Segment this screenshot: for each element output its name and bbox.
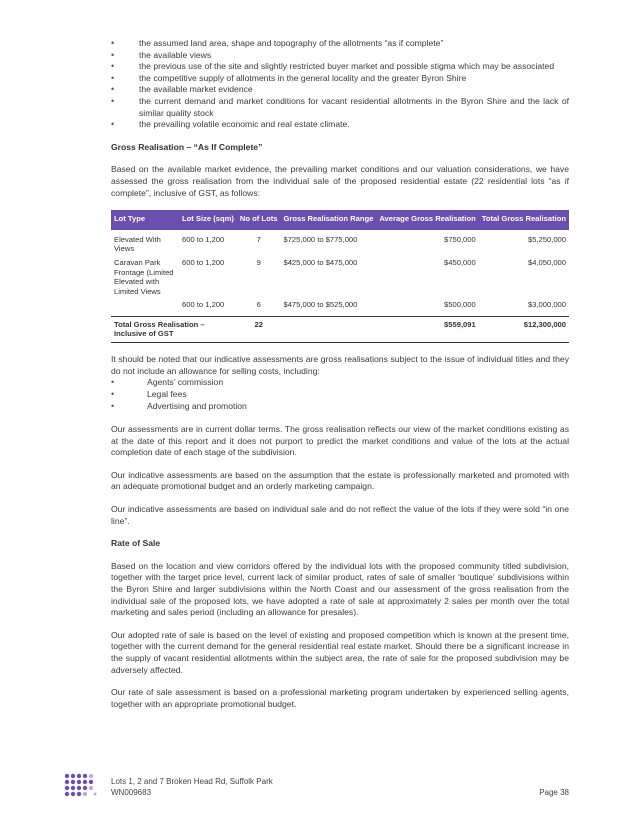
table-cell: [111, 298, 179, 312]
document-body: [111, 38, 569, 710]
table-cell: $750,000: [376, 229, 478, 256]
column-header: Gross Realisation Range: [280, 210, 376, 229]
list-item: • the previous use of the site and slightly restricted buyer market and possible stigma which may be associated: [111, 61, 569, 73]
cost-bullet-list: [111, 377, 569, 413]
list-item: • Advertising and promotion: [111, 401, 569, 413]
table-total-row: [111, 316, 569, 342]
column-header: Total Gross Realisation: [479, 210, 569, 229]
table-cell: 600 to 1,200: [182, 257, 225, 267]
paragraph: Our indicative assessments are based on individual sale and do not reflect the value of the lots if they were sold “in one line”.: [111, 504, 569, 526]
section-heading-gross-realisation: Gross Realisation – “As If Complete”: [111, 141, 263, 152]
company-logo-icon: [64, 772, 98, 800]
gross-realisation-paragraph: Based on the available market evidence, the prevailing market conditions and our valuation considerations, we have assessed the gross realisation from the individual sale of the proposed residential estate (22 residential lots “as if complete”, inclusive of GST, as follows:: [111, 164, 569, 198]
paragraph: Our assessments are in current dollar terms. The gross realisation reflects our view of the market conditions existing as at the date of this report and it does not purport to predict the market conditions and value of the lots at the actual completion date of each stage of the subdivision.: [111, 424, 569, 458]
table-cell: 7: [237, 229, 281, 256]
table-cell: Caravan Park Frontage (Limited Elevated with Limited Views: [114, 257, 174, 296]
table-row: [111, 298, 569, 312]
table-cell: $475,000 to $525,000: [283, 300, 358, 310]
table-cell: 600 to 1,200: [182, 300, 225, 310]
table-cell: $3,000,000: [527, 300, 566, 310]
column-header: No of Lots: [237, 210, 281, 229]
list-item: • the competitive supply of allotments in the general locality and the greater Byron Shire: [111, 73, 569, 85]
table-cell: Total Gross Realisation – Inclusive of GST: [111, 316, 237, 342]
list-item: • the assumed land area, shape and topography of the allotments “as if complete”: [111, 38, 569, 50]
table-cell: 9: [256, 257, 261, 267]
section-heading-rate-of-sale: Rate of Sale: [111, 538, 161, 549]
table-cell: 22: [237, 316, 281, 342]
table-cell: $500,000: [444, 300, 476, 310]
table-cell: $5,250,000: [479, 229, 569, 256]
gross-realisation-table: [111, 210, 569, 343]
after-table-paragraph: It should be noted that our indicative assessments are gross realisations subject to the issue of individual titles and they do not include an allowance for selling costs, including:: [111, 354, 569, 376]
list-item: • the available views: [111, 50, 569, 62]
column-header: Average Gross Realisation: [376, 210, 478, 229]
list-item: • the current demand and market conditions for vacant residential allotments in the Byron Shire and the lack of similar quality stock: [111, 96, 569, 119]
paragraph: Our adopted rate of sale is based on the level of existing and proposed competition which is known at the present time, together with the current demand for the general residential real estate market. Should there be a significant increase in the supply of vacant residential allotments within the subject area, the rate of sale for the proposed subdivision may be adversely affected.: [111, 629, 569, 675]
list-item: • Legal fees: [111, 389, 569, 401]
table-cell: 6: [256, 300, 261, 310]
footer-address-line: Lots 1, 2 and 7 Broken Head Rd, Suffolk Park: [111, 777, 273, 786]
table-row: [111, 229, 569, 256]
paragraph: Based on the location and view corridors offered by the individual lots with the proposed community titled subdivision, together with the target price level, current lack of similar product, rates of sale of smaller ‘boutique’ subdivisions within the Byron Shire and larger subdivisions within the North Coast and our assessment of the gross realisation from the individual sale of the proposed lots, we have adopted a rate of sale at approximately 2 sales per month over the total marketing and sales period (including an allowance for presales).: [111, 560, 569, 618]
table-cell: 600 to 1,200: [179, 229, 237, 256]
paragraph: Our indicative assessments are based on the assumption that the estate is professionally marketed and promoted with an adequate promotional budget and an orderly marketing campaign.: [111, 469, 569, 492]
table-cell: $425,000 to $475,000: [283, 257, 358, 267]
list-item: • Agents’ commission: [111, 377, 569, 389]
column-header: Lot Type: [111, 210, 179, 229]
footer-reference: WN009683: [111, 788, 152, 797]
table-cell: $450,000: [444, 257, 476, 267]
table-cell: [280, 316, 376, 342]
table-cell: $12,300,000: [479, 316, 569, 342]
column-header: Lot Size (sqm): [179, 210, 237, 229]
table-cell: Elevated With Views: [111, 229, 179, 256]
table-row: [111, 256, 569, 298]
page-footer: [0, 770, 637, 810]
list-item: • the available market evidence: [111, 84, 569, 96]
footer-address: [111, 776, 273, 798]
table-header-row: [111, 210, 569, 229]
list-item: • the prevailing volatile economic and real estate climate.: [111, 119, 569, 131]
table-cell: $559,091: [376, 316, 478, 342]
table-cell: $725,000 to $775,000: [280, 229, 376, 256]
table-cell: $4,050,000: [527, 257, 566, 267]
intro-bullet-list: [111, 38, 569, 131]
paragraph: Our rate of sale assessment is based on a professional marketing program undertaken by experienced selling agents, together with an appropriate promotional budget.: [111, 687, 569, 709]
page-number: Page 38: [539, 788, 569, 797]
